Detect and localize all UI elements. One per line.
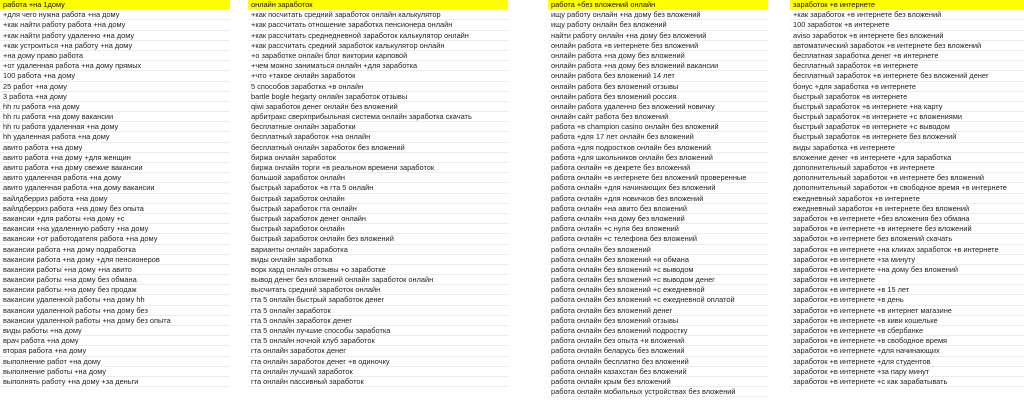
table-cell[interactable]: работа +в champion casino онлайн без вложений (548, 122, 768, 132)
table-cell[interactable]: вакансии удаленной работы +на дому hh (0, 295, 230, 305)
column-header[interactable]: заработок +в интернете (790, 0, 1024, 10)
table-cell[interactable]: виды работы +на дому (0, 326, 230, 336)
table-cell[interactable]: виды заработка +в интернете (790, 143, 1024, 153)
table-cell[interactable]: быстрый заработок +в интернете без вложений (790, 132, 1024, 142)
table-cell[interactable]: гта онлайн пассивный заработок (248, 377, 508, 387)
table-cell[interactable]: заработок +в интернете +за пару минут (790, 367, 1024, 377)
table-cell[interactable]: +как найти работу работа +на дому (0, 20, 230, 30)
table-cell[interactable]: работа онлайн +в декрете без вложений (548, 163, 768, 173)
table-cell[interactable]: заработок +в интернете +в 15 лет (790, 285, 1024, 295)
table-cell[interactable]: вакансии работы +на дому без продаж (0, 285, 230, 295)
table-cell[interactable]: авито удаленная работа +на дому вакансии (0, 183, 230, 193)
table-cell[interactable]: заработок +в интернете (790, 275, 1024, 285)
table-cell[interactable]: быстрый заработок онлайн (248, 194, 508, 204)
table-cell[interactable]: быстрый заработок онлайн без вложений (248, 234, 508, 244)
table-cell[interactable]: вакансии работы +на дому без обмана (0, 275, 230, 285)
table-cell[interactable]: онлайн работа +на дому без вложений вакансии (548, 61, 768, 71)
table-cell[interactable]: вакансии работа +на дому +для пенсионеров (0, 255, 230, 265)
table-cell[interactable]: онлайн работа без вложений 14 лет (548, 71, 768, 81)
table-cell[interactable]: быстрый заработок +в гта 5 онлайн (248, 183, 508, 193)
table-cell[interactable]: aviso заработок +в интернете без вложений (790, 31, 1024, 41)
table-cell[interactable]: онлайн работа без вложений отзывы (548, 82, 768, 92)
table-cell[interactable]: работа онлайн +с нуля без вложений (548, 224, 768, 234)
table-cell[interactable]: заработок +в интернете +в интернете без вложений (790, 224, 1024, 234)
table-cell[interactable]: вторая работа +на дому (0, 346, 230, 356)
table-cell[interactable]: биржа онлайн торги +в реальном времени заработок (248, 163, 508, 173)
table-cell[interactable]: работа онлайн без вложений +с выводом денег (548, 275, 768, 285)
table-cell[interactable]: быстрый заработок денег онлайн (248, 214, 508, 224)
table-cell[interactable]: заработок +в интернете +без вложения без обмана (790, 214, 1024, 224)
table-cell[interactable]: +как устроиться +на работу +на дому (0, 41, 230, 51)
column-4 (790, 0, 1024, 387)
table-cell[interactable]: работа онлайн без вложений +с ежедневной оплатой (548, 295, 768, 305)
table-cell[interactable]: гта 5 онлайн заработок денег (248, 316, 508, 326)
table-cell[interactable]: дополнительный заработок +в интернете без вложений (790, 173, 1024, 183)
table-cell[interactable]: работа онлайн бесплатно без вложений (548, 357, 768, 367)
table-cell[interactable]: арбитракс сверхприбыльная система онлайн заработка скачать (248, 112, 508, 122)
table-cell[interactable]: вакансии удаленной работы +на дому без опыта (0, 316, 230, 326)
table-cell[interactable]: работа онлайн без вложений +с выводом (548, 265, 768, 275)
table-cell[interactable]: быстрый заработок +в интернете +на карту (790, 102, 1024, 112)
table-cell[interactable]: биржа онлайн заработок (248, 153, 508, 163)
table-cell[interactable]: бесплатный онлайн заработок без вложений (248, 143, 508, 153)
table-cell[interactable]: работа онлайн казахстан без вложений (548, 367, 768, 377)
table-cell[interactable]: бесплатные онлайн заработки (248, 122, 508, 132)
table-cell[interactable]: заработок +в интернете +в киви кошельке (790, 316, 1024, 326)
table-cell[interactable]: заработок +в интернете +в день (790, 295, 1024, 305)
table-cell[interactable]: авито удаленная работа +на дому (0, 173, 230, 183)
table-cell[interactable]: работа онлайн мобильных устройствах без вложений (548, 387, 768, 397)
table-cell[interactable]: быстрый заработок гта онлайн (248, 204, 508, 214)
table-cell[interactable]: вайлдберриз работа +на дому (0, 194, 230, 204)
table-cell[interactable]: заработок +в интернете +для студентов (790, 357, 1024, 367)
table-cell[interactable]: высчитать средний заработок онлайн (248, 285, 508, 295)
table-cell[interactable]: быстрый заработок онлайн (248, 224, 508, 234)
table-cell[interactable]: выполнение работ +на дому (0, 357, 230, 367)
table-cell[interactable]: работа онлайн без вложений подростку (548, 326, 768, 336)
table-cell[interactable]: варианты онлайн заработка (248, 245, 508, 255)
table-cell[interactable]: заработок +в интернете без вложений скачать (790, 234, 1024, 244)
table-cell[interactable]: бесплатный заработок +в интернете (790, 61, 1024, 71)
table-cell[interactable]: выполнение работы +на дому (0, 367, 230, 377)
table-cell[interactable]: гта 5 онлайн заработок (248, 306, 508, 316)
table-cell[interactable]: работа онлайн +в интернете без вложений проверенные (548, 173, 768, 183)
table-cell[interactable]: вайлдберриз работа +на дому без опыта (0, 204, 230, 214)
table-cell[interactable]: вывод денег без вложений онлайн заработок онлайн (248, 275, 508, 285)
table-cell[interactable]: +как рассчитать среднедневной заработок калькулятор онлайн (248, 31, 508, 41)
table-cell[interactable]: ежедневный заработок +в интернете (790, 194, 1024, 204)
table-cell[interactable]: авито работа +на дому свежие вакансии (0, 163, 230, 173)
table-cell[interactable]: вложение денег +в интернете +для заработка (790, 153, 1024, 163)
table-cell[interactable]: +что +такое онлайн заработок (248, 71, 508, 81)
table-cell[interactable]: виды онлайн заработка (248, 255, 508, 265)
table-cell[interactable]: +о заработке онлайн блог виктории карповой (248, 51, 508, 61)
table-cell[interactable]: бесплатный заработок +в интернете без вложений денег (790, 71, 1024, 81)
table-cell[interactable]: +для чего нужна работа +на дому (0, 10, 230, 20)
table-cell[interactable]: бонус +для заработка +в интернете (790, 82, 1024, 92)
table-cell[interactable]: гта онлайн заработок денег (248, 346, 508, 356)
table-cell[interactable]: гта 5 онлайн лучшие способы заработка (248, 326, 508, 336)
table-cell[interactable]: работа онлайн без вложений (548, 245, 768, 255)
table-cell[interactable]: онлайн работа без вложений россия (548, 92, 768, 102)
table-cell[interactable]: +как рассчитать отношение заработка пенсионера онлайн (248, 20, 508, 30)
table-cell[interactable]: работа онлайн без вложений отзывы (548, 316, 768, 326)
table-cell[interactable]: онлайн работа удаленно без вложений новичку (548, 102, 768, 112)
table-cell[interactable]: дополнительный заработок +в интернете (790, 163, 1024, 173)
table-cell[interactable]: +чем можно заниматься онлайн +для заработка (248, 61, 508, 71)
table-cell[interactable]: hh ru работа +на дому (0, 102, 230, 112)
column-3 (548, 0, 768, 397)
table-cell[interactable]: hh удаленная работа +на дому (0, 132, 230, 142)
table-cell[interactable]: работа онлайн без вложений денег (548, 306, 768, 316)
table-cell[interactable]: +как посчитать средний заработок онлайн калькулятор (248, 10, 508, 20)
table-cell[interactable]: заработок +в интернете +в свободное время (790, 336, 1024, 346)
table-cell[interactable]: врач работа +на дому (0, 336, 230, 346)
table-cell[interactable]: ежедневный заработок +в интернете без вложений (790, 204, 1024, 214)
table-cell[interactable]: ищу работу онлайн без вложений (548, 20, 768, 30)
table-cell[interactable]: 25 работ +на дому (0, 82, 230, 92)
table-cell[interactable]: работа онлайн +на авито без вложений (548, 204, 768, 214)
table-cell[interactable]: работа онлайн без опыта +и вложений (548, 336, 768, 346)
column-2 (248, 0, 508, 387)
table-cell[interactable]: гта 5 онлайн ночной клуб заработок (248, 336, 508, 346)
table-cell[interactable]: +как рассчитать средний заработок калькулятор онлайн (248, 41, 508, 51)
table-cell[interactable]: онлайн работа +в интернете без вложений (548, 41, 768, 51)
column-1 (0, 0, 230, 387)
table-cell[interactable]: заработок +в интернете +в интернет магазине (790, 306, 1024, 316)
table-cell[interactable]: выполнять работу +на дому +за деньги (0, 377, 230, 387)
table-cell[interactable]: заработок +в интернете +на дому без вложений (790, 265, 1024, 275)
table-cell[interactable]: 100 работа +на дому (0, 71, 230, 81)
table-cell[interactable]: вакансии +от работодателя работа +на дому (0, 234, 230, 244)
table-cell[interactable]: гта онлайн заработок денег +в одиночку (248, 357, 508, 367)
table-cell[interactable]: вакансии удаленной работы +на дому без (0, 306, 230, 316)
table-cell[interactable]: работа онлайн без вложений +с ежедневной (548, 285, 768, 295)
table-cell[interactable]: заработок +в интернете +в сбербанке (790, 326, 1024, 336)
table-cell[interactable]: заработок +в интернете +для начинающих (790, 346, 1024, 356)
table-cell[interactable]: бесплатная заработка денег +в интернете (790, 51, 1024, 61)
table-cell[interactable]: дополнительный заработок +в свободное время +в интернете (790, 183, 1024, 193)
table-cell[interactable]: +от удаленная работа +на дому прямых (0, 61, 230, 71)
table-cell[interactable]: быстрый заработок +в интернете (790, 92, 1024, 102)
table-cell[interactable]: 5 способов заработка +в онлайн (248, 82, 508, 92)
column-header[interactable]: работа +без вложений онлайн (548, 0, 768, 10)
table-cell[interactable]: авито работа +на дому +для женщин (0, 153, 230, 163)
table-cell[interactable]: qiwi заработок денег онлайн без вложений (248, 102, 508, 112)
table-cell[interactable]: быстрый заработок +в интернете +с вложениями (790, 112, 1024, 122)
table-cell[interactable]: онлайн сайт работа без вложений (548, 112, 768, 122)
table-cell[interactable]: работа +для подростков онлайн без вложений (548, 143, 768, 153)
table-cell[interactable]: ищу работу онлайн +на дому без вложений (548, 10, 768, 20)
table-cell[interactable]: большой заработок онлайн (248, 173, 508, 183)
table-cell[interactable]: гта онлайн лучший заработок (248, 367, 508, 377)
table-cell[interactable]: работа онлайн +на дому без вложений (548, 214, 768, 224)
table-cell[interactable]: hh ru работа удаленная +на дому (0, 122, 230, 132)
table-cell[interactable]: hh ru работа +на дому вакансии (0, 112, 230, 122)
table-cell[interactable]: +как найти работу удаленно +на дому (0, 31, 230, 41)
table-cell[interactable]: заработок +в интернете +на кликах заработок +в интернете (790, 245, 1024, 255)
table-cell[interactable]: автоматический заработок +в интернете без вложений (790, 41, 1024, 51)
table-cell[interactable]: работа онлайн +для новичков без вложений (548, 194, 768, 204)
table-cell[interactable]: заработок +в интернете +с как зарабатывать (790, 377, 1024, 387)
table-cell[interactable]: работа +для 17 лет онлайн без вложений (548, 132, 768, 142)
table-cell[interactable]: ворк хард онлайн отзывы +о заработке (248, 265, 508, 275)
column-header[interactable]: работа +на 1дому (0, 0, 230, 10)
table-cell[interactable]: bartle bogle hegarty онлайн заработок отзывы (248, 92, 508, 102)
table-cell[interactable]: +на дому право работа (0, 51, 230, 61)
table-cell[interactable]: вакансии работа +на дому подработка (0, 245, 230, 255)
table-cell[interactable]: быстрый заработок +в интернете +с выводом (790, 122, 1024, 132)
table-cell[interactable]: работа онлайн +с телефона без вложений (548, 234, 768, 244)
table-cell[interactable]: 100 заработок +в интернете (790, 20, 1024, 30)
table-cell[interactable]: работа онлайн без вложений +и обмана (548, 255, 768, 265)
table-cell[interactable]: +как заработок +в интернете без вложений (790, 10, 1024, 20)
table-cell[interactable]: работа +для школьников онлайн без вложений (548, 153, 768, 163)
table-cell[interactable]: 3 работа +на дому (0, 92, 230, 102)
table-cell[interactable]: работа онлайн беларусь без вложений (548, 346, 768, 356)
table-cell[interactable]: бесплатный заработок +на онлайн (248, 132, 508, 142)
table-cell[interactable]: заработок +в интернете +за минуту (790, 255, 1024, 265)
table-cell[interactable]: гта 5 онлайн быстрый заработок денег (248, 295, 508, 305)
table-cell[interactable]: вакансии +для работы +на дому +с (0, 214, 230, 224)
table-cell[interactable]: работа онлайн +для начинающих без вложений (548, 183, 768, 193)
table-cell[interactable]: найти работу онлайн +на дому без вложений (548, 31, 768, 41)
table-cell[interactable]: авито работа +на дому (0, 143, 230, 153)
table-cell[interactable]: вакансии +на удаленную работу +на дому (0, 224, 230, 234)
table-cell[interactable]: вакансии работы +на дому +на авито (0, 265, 230, 275)
table-cell[interactable]: работа онлайн крым без вложений (548, 377, 768, 387)
table-cell[interactable]: онлайн работа +на дому без вложений (548, 51, 768, 61)
column-header[interactable]: онлайн заработок (248, 0, 508, 10)
